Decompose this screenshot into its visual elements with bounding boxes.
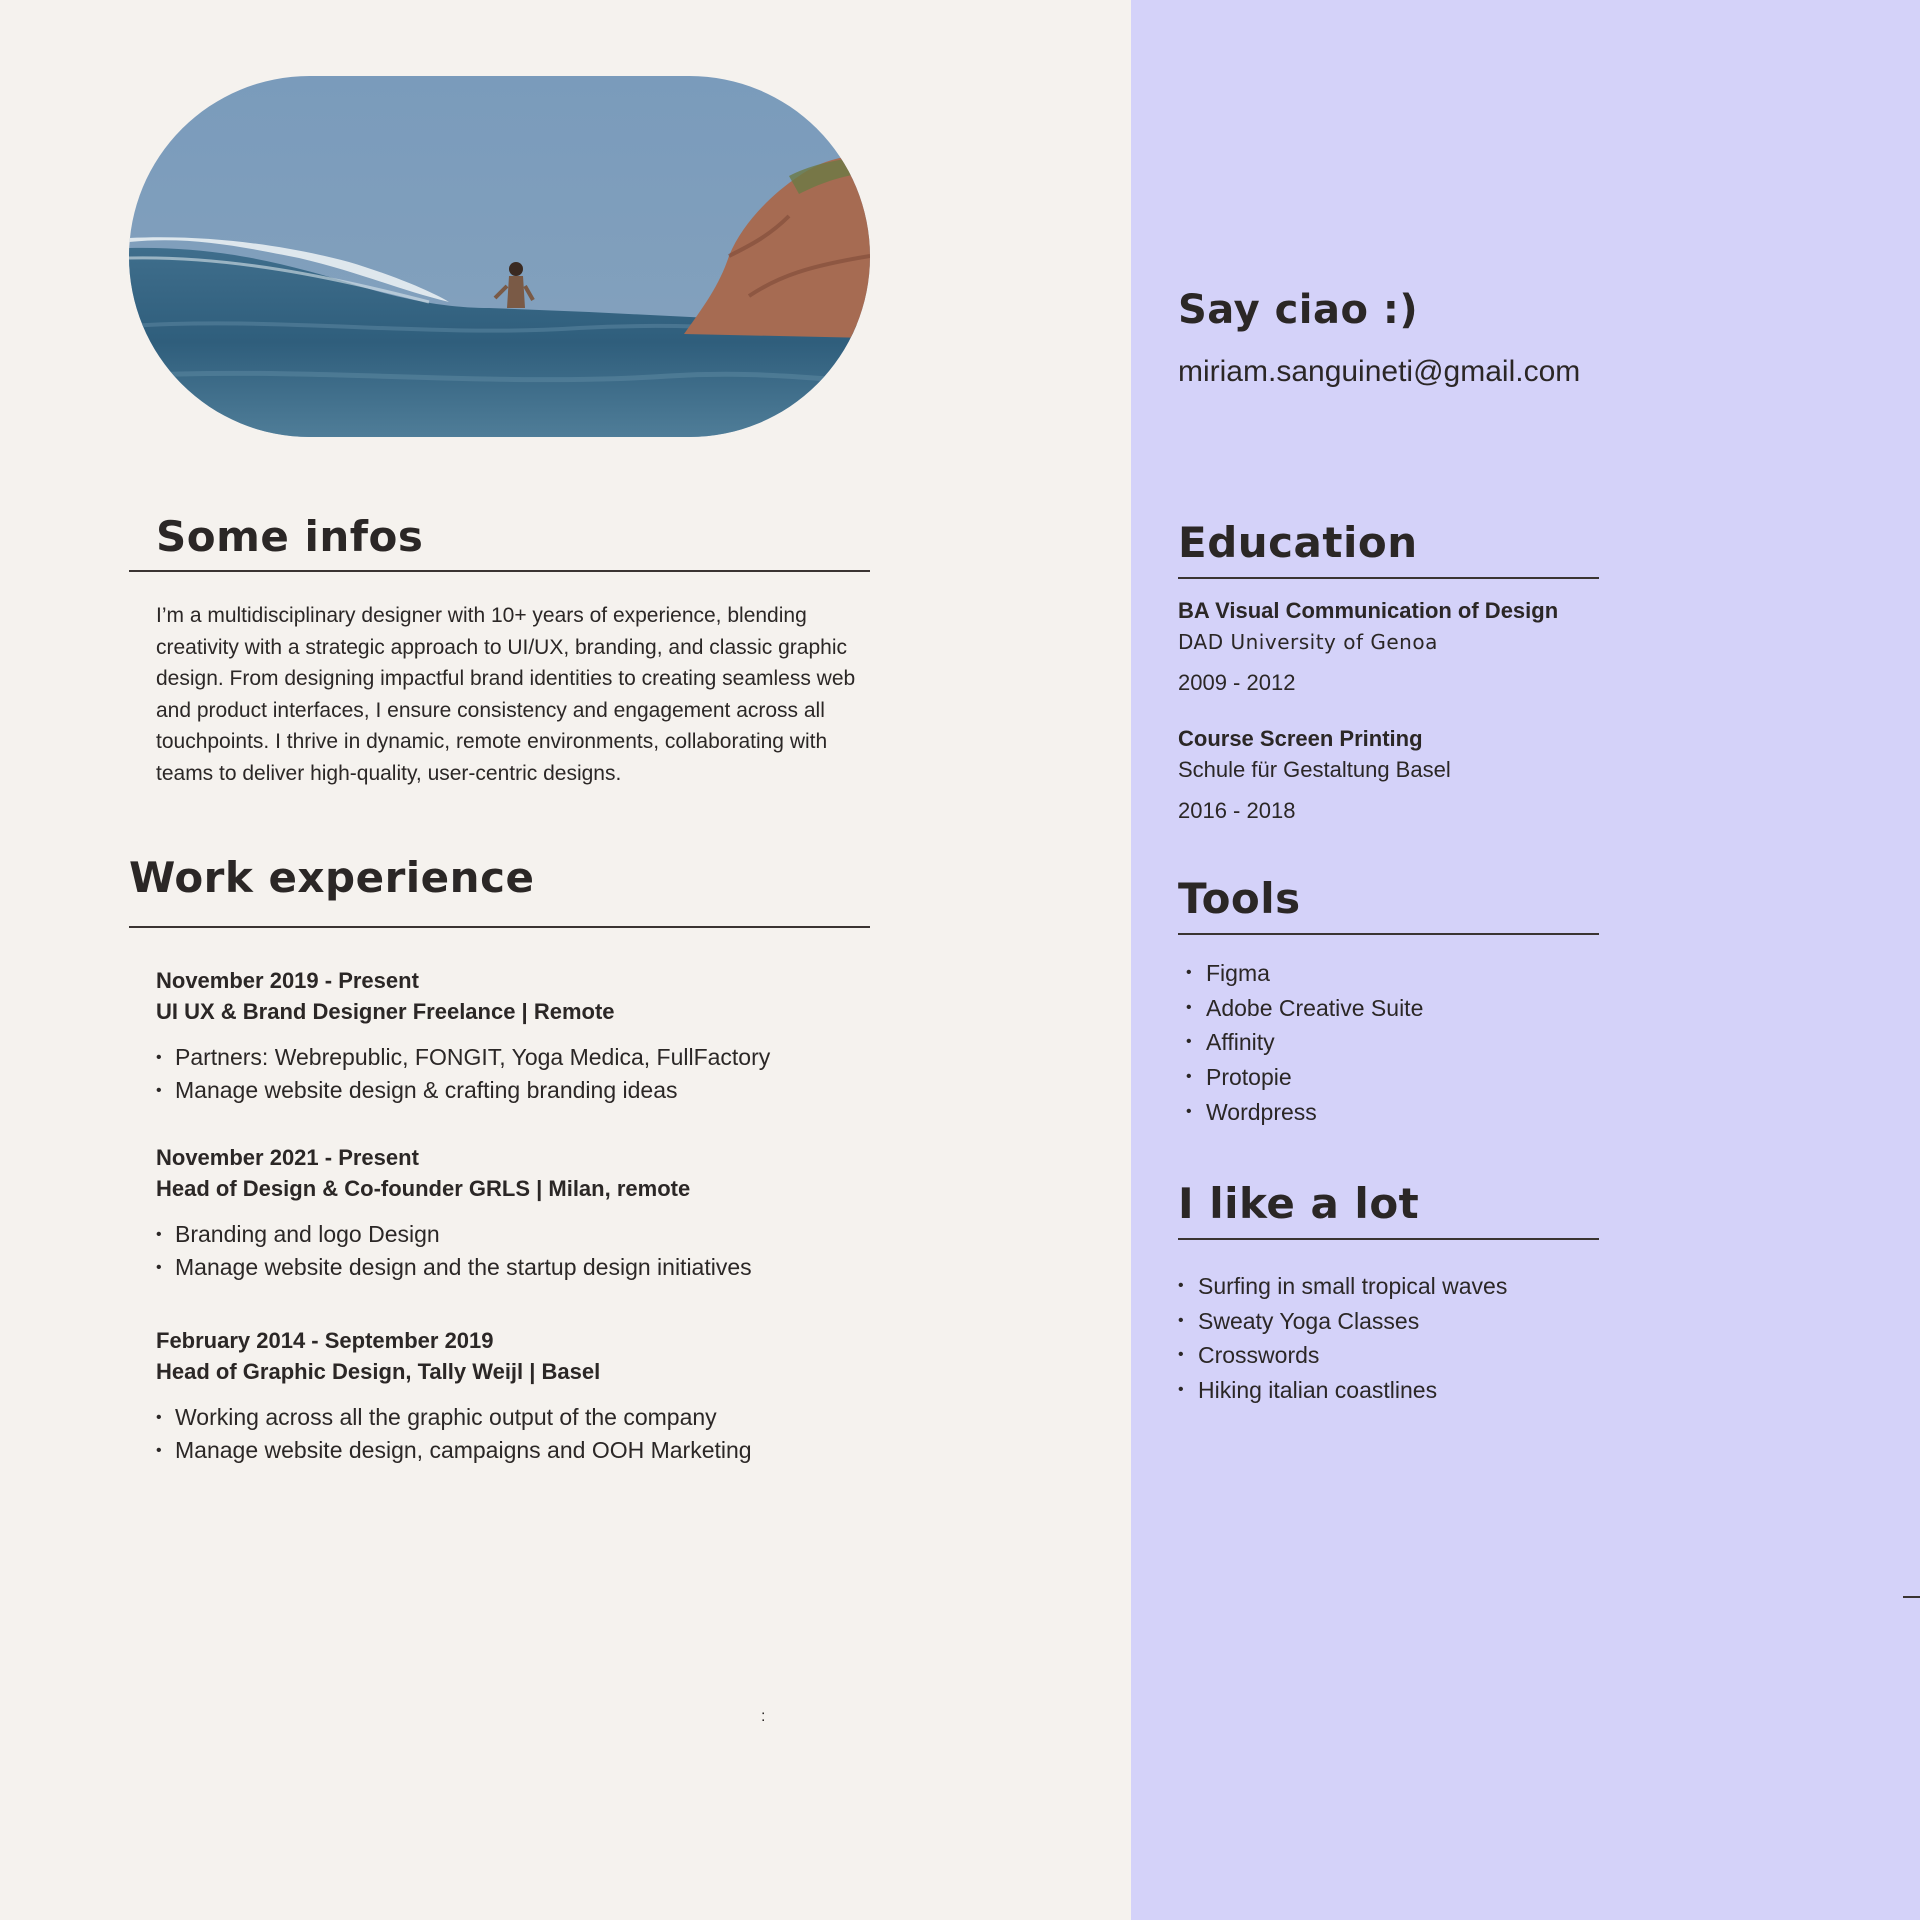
job-entry	[156, 1325, 886, 1467]
job-bullet: • Partners: Webrepublic, FONGIT, Yoga Medica, FullFactory	[156, 1041, 886, 1074]
work-heading: Work experience	[129, 853, 535, 902]
like-item: • Surfing in small tropical waves	[1178, 1269, 1507, 1304]
education-years: 2009 - 2012	[1178, 670, 1296, 695]
like-item: • Sweaty Yoga Classes	[1178, 1304, 1507, 1339]
education-school: DAD University of Genoa	[1178, 630, 1438, 654]
job-entry	[156, 965, 886, 1107]
job-role: Head of Design & Co-founder GRLS | Milan, remote	[156, 1176, 691, 1201]
job-role: UI UX & Brand Designer Freelance | Remote	[156, 999, 615, 1024]
edge-dash	[1903, 1596, 1920, 1598]
like-item: • Crosswords	[1178, 1338, 1507, 1373]
contact-email[interactable]: miriam.sanguineti@gmail.com	[1178, 355, 1581, 388]
job-bullet: • Branding and logo Design	[156, 1218, 886, 1251]
education-years: 2016 - 2018	[1178, 798, 1296, 823]
tools-list	[1178, 956, 1423, 1130]
education-degree: Course Screen Printing	[1178, 726, 1423, 751]
likes-heading: I like a lot	[1178, 1179, 1420, 1228]
tool-item: • Protopie	[1178, 1060, 1423, 1095]
infos-paragraph: I’m a multidisciplinary designer with 10+ years of experience, blending creativity with a strategic approach to UI/UX, branding, and classic graphic design. From designing impactful brand identities to creating seamless web and product interfaces, I ensure consistency and engagement across all touchpoints. I thrive in dynamic, remote environments, collaborating with teams to deliver high-quality, user-centric designs.	[156, 604, 856, 785]
education-heading: Education	[1178, 518, 1418, 567]
education-item	[1178, 596, 1598, 698]
tool-item: • Wordpress	[1178, 1095, 1423, 1130]
likes-list	[1178, 1269, 1507, 1408]
likes-divider	[1178, 1238, 1599, 1240]
colon-mark: :	[761, 1708, 766, 1725]
work-divider	[129, 926, 870, 928]
education-divider	[1178, 577, 1599, 579]
job-bullets	[156, 1218, 886, 1284]
education-degree: BA Visual Communication of Design	[1178, 598, 1559, 623]
job-bullet: • Working across all the graphic output of the company	[156, 1401, 886, 1434]
surfer-photo-image	[129, 76, 870, 437]
education-item	[1178, 724, 1598, 826]
tools-divider	[1178, 933, 1599, 935]
contact-heading: Say ciao :)	[1178, 287, 1419, 333]
tools-heading: Tools	[1178, 874, 1301, 923]
job-period: February 2014 - September 2019	[156, 1328, 494, 1353]
job-bullets	[156, 1041, 886, 1107]
job-role: Head of Graphic Design, Tally Weijl | Basel	[156, 1359, 601, 1384]
like-item: • Hiking italian coastlines	[1178, 1373, 1507, 1408]
job-bullets	[156, 1401, 886, 1467]
job-period: November 2021 - Present	[156, 1145, 419, 1170]
education-school: Schule für Gestaltung Basel	[1178, 757, 1451, 782]
job-bullet: • Manage website design & crafting branding ideas	[156, 1074, 886, 1107]
tool-item: • Adobe Creative Suite	[1178, 991, 1423, 1026]
job-bullet: • Manage website design and the startup design initiatives	[156, 1251, 886, 1284]
tool-item: • Figma	[1178, 956, 1423, 991]
job-bullet: • Manage website design, campaigns and OOH Marketing	[156, 1434, 886, 1467]
profile-photo	[129, 76, 870, 437]
tool-item: • Affinity	[1178, 1025, 1423, 1060]
infos-divider	[129, 570, 870, 572]
job-entry	[156, 1142, 886, 1284]
job-period: November 2019 - Present	[156, 968, 419, 993]
infos-heading: Some infos	[156, 512, 424, 561]
